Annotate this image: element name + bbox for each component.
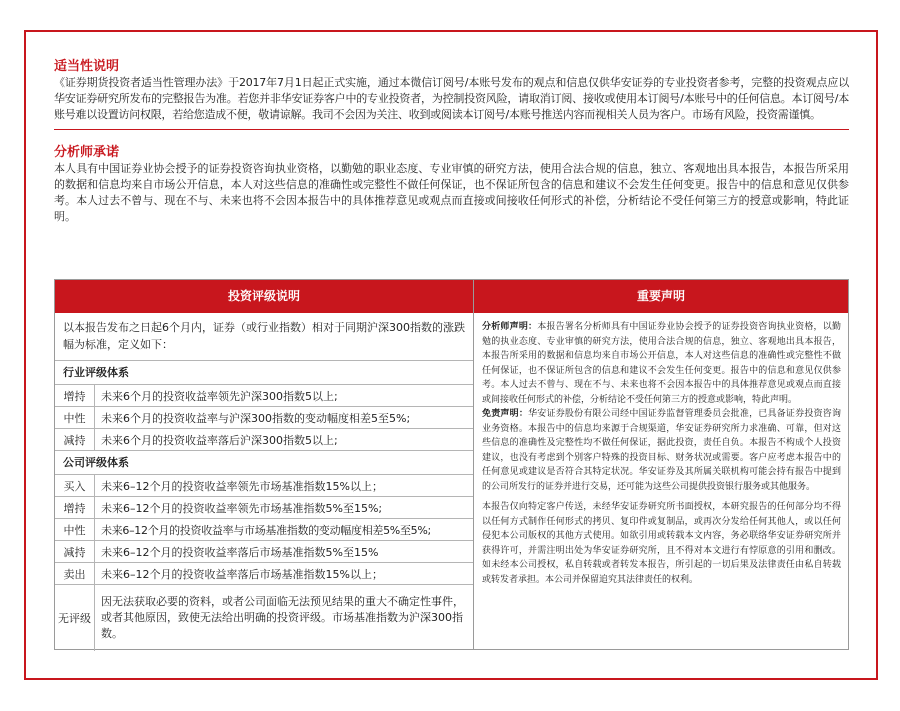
rating-key: 无评级	[55, 585, 95, 651]
rating-desc: 因无法获取必要的资料，或者公司面临无法预见结果的重大不确定性事件，或者其他原因，致使无法给出明确的投资评级。市场基准指数为沪深300指数。	[101, 595, 464, 640]
rating-desc: 未来6–12个月的投资收益率领先市场基准指数5%至15%;	[101, 501, 383, 515]
rating-key: 减持	[55, 429, 95, 450]
rating-key: 减持	[55, 541, 95, 562]
analyst-commitment-body: 本人具有中国证券业协会授予的证券投资咨询执业资格，以勤勉的职业态度、专业审慎的研究方法，使用合法合规的信息，独立、客观地出具本报告，本报告所采用的数据和信息均来自市场公开信息，本人对这些信息的准确性或完整性不做任何保证，也不保证所包含的信息和建议不会发生任何变更。报告中的信息和意见仅供参考。本人过去不曾与、现在不与、未来也将不会因本报告中的具体推荐意见或观点而直接或间接收任何形式的补偿，分析结论不受任何第三方的授意或影响，特此证明。	[54, 162, 849, 223]
rating-key: 中性	[55, 407, 95, 428]
rating-key: 增持	[55, 385, 95, 406]
rating-desc: 未来6–12个月的投资收益率与市场基准指数的变动幅度相差5%至5%;	[101, 523, 431, 537]
rating-desc: 未来6–12个月的投资收益率落后市场基准指数5%至15%	[101, 545, 379, 559]
table-row	[55, 475, 473, 497]
suitability-title: 适当性说明	[54, 59, 120, 74]
table-row	[55, 497, 473, 519]
table-row	[55, 519, 473, 541]
disclaimer	[482, 407, 841, 494]
company-rating-title: 公司评级体系	[55, 451, 473, 475]
rating-key: 卖出	[55, 563, 95, 584]
rating-key: 买入	[55, 475, 95, 496]
rating-and-statement-table	[54, 279, 849, 650]
rating-header: 投资评级说明	[55, 280, 473, 313]
analyst-commitment-title: 分析师承诺	[54, 145, 120, 160]
analyst-statement-text: 本报告署名分析师具有中国证券业协会授予的证券投资咨询执业资格，以勤勉的执业态度、专业审慎的研究方法，使用合法合规的信息，独立、客观地出具本报告，本报告所采用的数据和信息均来自市场公开信息，本人对这些信息的准确性或完整性不做任何保证，也不保证所包含的信息和建议不会发生任何变更。报告中的信息和意见仅供参考。本人过去不曾与、现在不与、未来也将不会因本报告中的具体推荐意见或观点而直接或间接收任何形式的补偿，分析结论不受任何第三方的授意或影响，特此声明。	[482, 322, 841, 405]
rating-desc: 未来6–12个月的投资收益率落后市场基准指数15%以上；	[101, 567, 383, 581]
text-sections	[54, 58, 849, 225]
rating-intro: 以本报告发布之日起6个月内，证券（或行业指数）相对于同期沪深300指数的涨跌幅为标准，定义如下：	[55, 313, 473, 361]
disclaimer-lead: 免责声明：	[482, 409, 529, 419]
analyst-statement	[482, 320, 841, 407]
rating-key: 增持	[55, 497, 95, 518]
table-row	[55, 385, 473, 407]
disclaimer-text: 华安证券股份有限公司经中国证券监督管理委员会批准，已具备证券投资咨询业务资格。本报告中的信息均来源于合规渠道，华安证券研究所力求准确、可靠，但对这些信息的准确性及完整性均不做任何保证，据此投资，责任自负。本报告不构成个人投资建议，也没有考虑到个别客户特殊的投资目标、财务状况或需要。客户应考虑本报告中的任何意见或建议是否符合其特定状况。华安证券及其所属关联机构可能会持有报告中提到的公司所发行的证券并进行交易，还可能为这些公司提供投资银行服务或其他服务。	[482, 409, 841, 492]
table-row	[55, 407, 473, 429]
copyright-notice: 本报告仅向特定客户传送，未经华安证券研究所书面授权，本研究报告的任何部分均不得以任何方式制作任何形式的拷贝、复印件或复制品，或再次分发给任何其他人，或以任何侵犯本公司版权的其他方式使用。如欲引用或转载本文内容，务必联络华安证券研究所并获得许可，并需注明出处为华安证券研究所，且不得对本文进行有悖原意的引用和删改。如未经本公司授权，私自转载或者转发本报告，所引起的一切后果及法律责任由私自转载或转发者承担。本公司并保留追究其法律责任的权利。	[482, 502, 841, 585]
rating-desc: 未来6个月的投资收益率领先沪深300指数5以上;	[101, 389, 338, 403]
table-row	[55, 429, 473, 451]
rating-desc: 未来6个月的投资收益率落后沪深300指数5以上;	[101, 433, 338, 447]
analyst-statement-lead: 分析师声明：	[482, 322, 538, 332]
rating-column	[54, 279, 473, 650]
statement-column	[473, 279, 849, 650]
rating-key: 中性	[55, 519, 95, 540]
table-row	[55, 563, 473, 585]
statement-body	[474, 313, 848, 587]
table-row	[55, 541, 473, 563]
table-row	[55, 585, 473, 651]
statement-header: 重要声明	[474, 280, 848, 313]
rating-desc: 未来6个月的投资收益率与沪深300指数的变动幅度相差5至5%;	[101, 411, 411, 425]
industry-rating-title: 行业评级体系	[55, 361, 473, 385]
rating-desc: 未来6–12个月的投资收益率领先市场基准指数15%以上；	[101, 479, 383, 493]
suitability-body: 《证券期货投资者适当性管理办法》于2017年7月1日起正式实施，通过本微信订阅号/本账号发布的观点和信息仅供华安证券的专业投资者参考，完整的投资观点应以华安证券研究所发布的完整报告为准。若您并非华安证券客户中的专业投资者，为控制投资风险，请取消订阅、接收或使用本订阅号/本账号中的任何信息。本订阅号/本账号难以设置访问权限，若给您造成不便，敬请谅解。我司不会因为关注、收到或阅读本订阅号/本账号推送内容而视相关人员为客户。市场有风险，投资需谨慎。	[54, 76, 849, 121]
section-divider	[54, 129, 849, 130]
